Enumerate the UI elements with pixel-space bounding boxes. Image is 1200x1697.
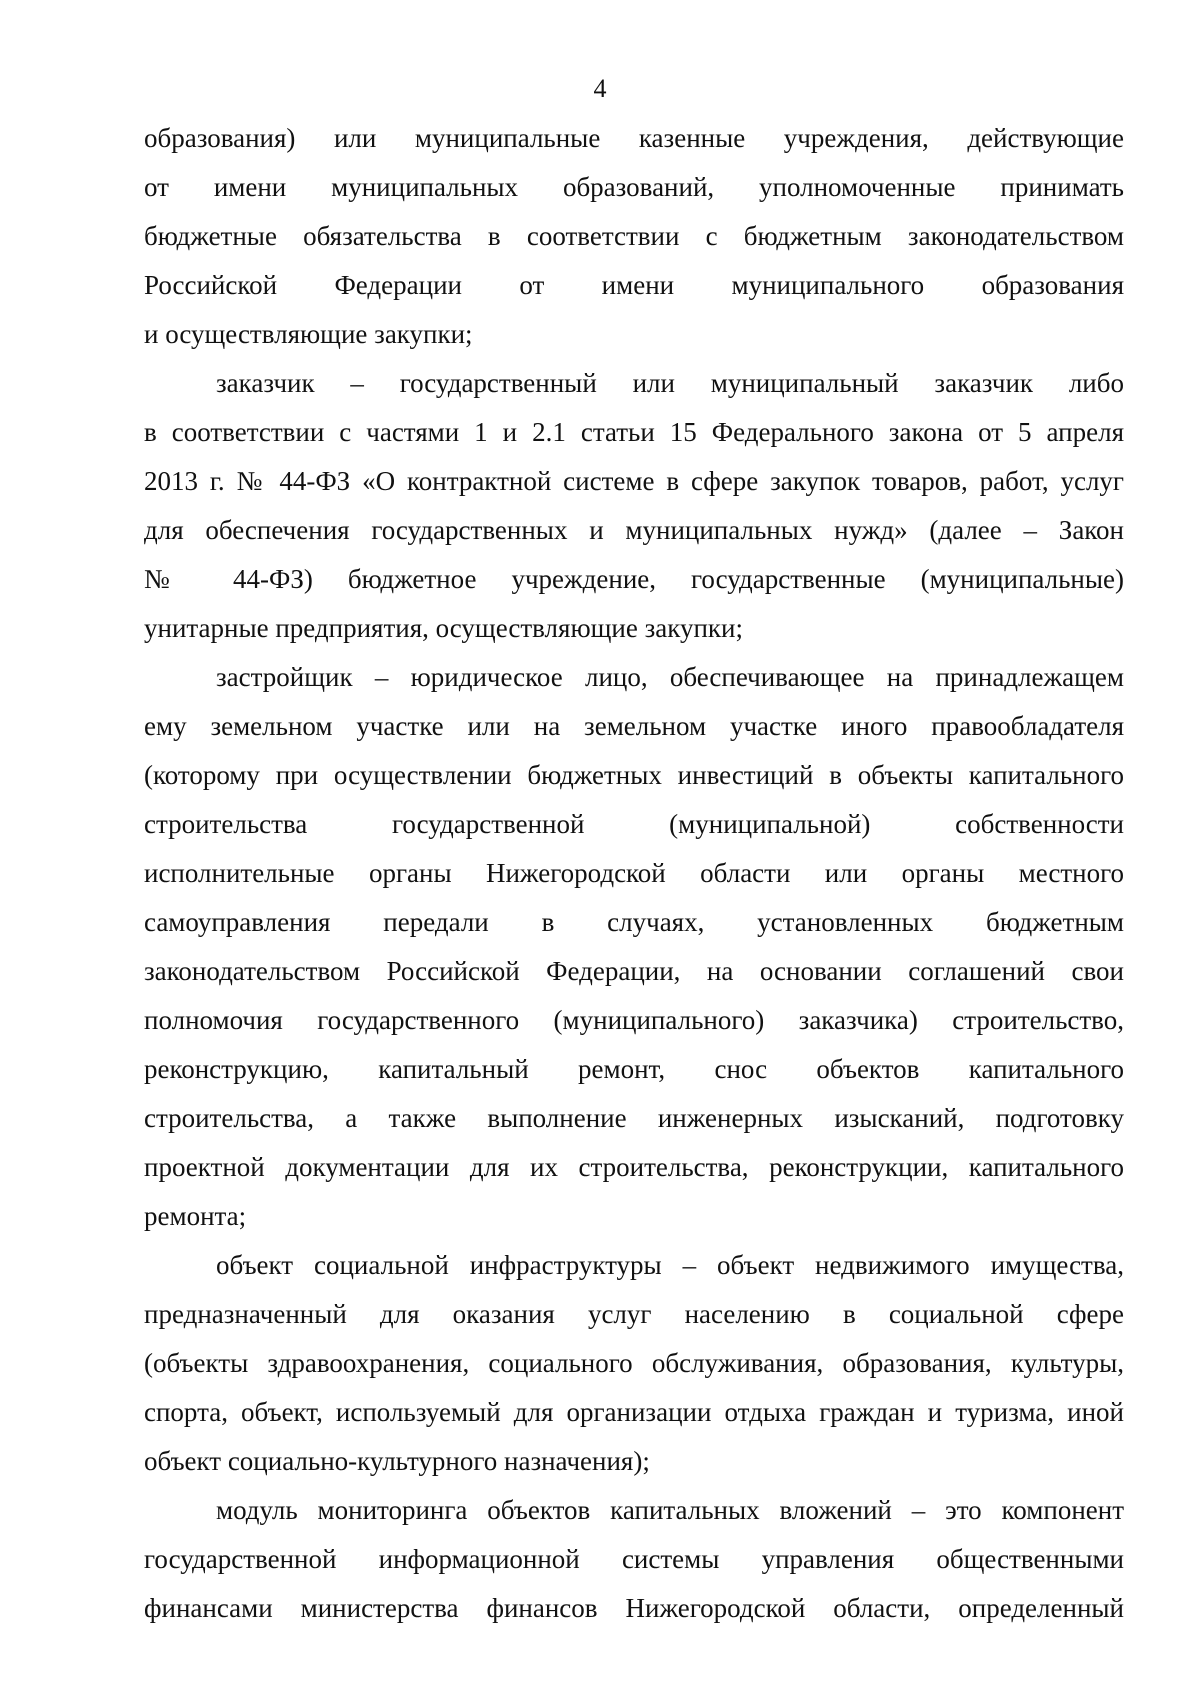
text-line: № 44-ФЗ) бюджетное учреждение, государственные (муниципальные) bbox=[144, 564, 1124, 594]
text-line: 2013 г. № 44-ФЗ «О контрактной системе в сфере закупок товаров, работ, услуг bbox=[144, 466, 1124, 496]
text-line: предназначенный для оказания услуг населению в социальной сфере bbox=[144, 1299, 1124, 1329]
paragraph bbox=[144, 114, 1124, 359]
text-line: самоуправления передали в случаях, установленных бюджетным bbox=[144, 907, 1124, 937]
document-body bbox=[144, 114, 1124, 1633]
text-line: унитарные предприятия, осуществляющие закупки; bbox=[144, 613, 743, 643]
text-line: государственной информационной системы управления общественными bbox=[144, 1544, 1124, 1574]
paragraph bbox=[144, 359, 1124, 653]
text-line: в соответствии с частями 1 и 2.1 статьи 15 Федерального закона от 5 апреля bbox=[144, 417, 1124, 447]
text-line: строительства, а также выполнение инженерных изысканий, подготовку bbox=[144, 1103, 1124, 1133]
text-line: Российской Федерации от имени муниципального образования bbox=[144, 270, 1124, 300]
text-line: и осуществляющие закупки; bbox=[144, 319, 473, 349]
text-line: (объекты здравоохранения, социального обслуживания, образования, культуры, bbox=[144, 1348, 1124, 1378]
text-line: модуль мониторинга объектов капитальных вложений – это компонент bbox=[216, 1495, 1124, 1525]
text-line: финансами министерства финансов Нижегородской области, определенный bbox=[144, 1593, 1124, 1623]
text-line: бюджетные обязательства в соответствии с бюджетным законодательством bbox=[144, 221, 1124, 251]
text-line: строительства государственной (муниципальной) собственности bbox=[144, 809, 1124, 839]
text-line: объект социально-культурного назначения); bbox=[144, 1446, 650, 1476]
page-number: 4 bbox=[593, 74, 607, 103]
text-line: проектной документации для их строительства, реконструкции, капитального bbox=[144, 1152, 1124, 1182]
text-line: заказчик – государственный или муниципальный заказчик либо bbox=[216, 368, 1124, 398]
text-line: образования) или муниципальные казенные учреждения, действующие bbox=[144, 123, 1124, 153]
text-line: объект социальной инфраструктуры – объект недвижимого имущества, bbox=[216, 1250, 1124, 1280]
paragraph bbox=[144, 1241, 1124, 1486]
text-line: застройщик – юридическое лицо, обеспечивающее на принадлежащем bbox=[216, 662, 1124, 692]
text-line: законодательством Российской Федерации, на основании соглашений свои bbox=[144, 956, 1124, 986]
text-line: (которому при осуществлении бюджетных инвестиций в объекты капитального bbox=[144, 760, 1124, 790]
text-line: ему земельном участке или на земельном участке иного правообладателя bbox=[144, 711, 1124, 741]
text-line: ремонта; bbox=[144, 1201, 247, 1231]
text-line: реконструкцию, капитальный ремонт, снос объектов капитального bbox=[144, 1054, 1124, 1084]
text-line: от имени муниципальных образований, уполномоченные принимать bbox=[144, 172, 1124, 202]
text-line: спорта, объект, используемый для организации отдыха граждан и туризма, иной bbox=[144, 1397, 1124, 1427]
text-line: исполнительные органы Нижегородской области или органы местного bbox=[144, 858, 1124, 888]
paragraph bbox=[144, 653, 1124, 1241]
text-line: для обеспечения государственных и муниципальных нужд» (далее – Закон bbox=[144, 515, 1124, 545]
text-line: полномочия государственного (муниципального) заказчика) строительство, bbox=[144, 1005, 1124, 1035]
paragraph bbox=[144, 1486, 1124, 1633]
